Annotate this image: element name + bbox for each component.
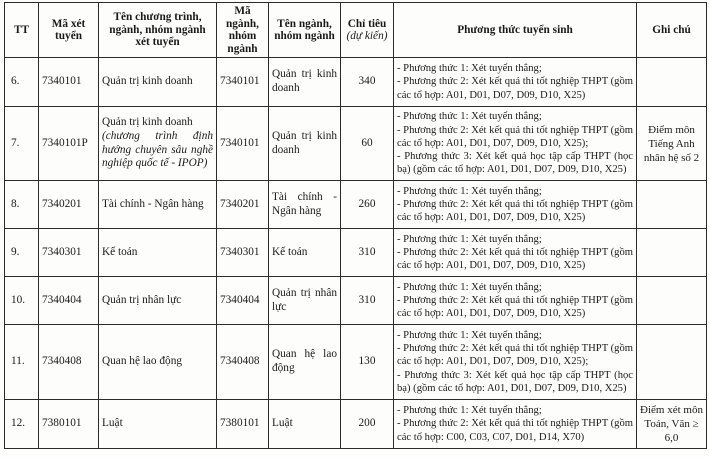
cell-ten-nganh: Tài chính - Ngân hàng [269, 181, 341, 229]
admission-method-line: - Phương thức 2: Xét kết quả thi tốt nghiệp THPT (gồm các tổ hợp: C00, C03, C07, D01, D14, X70) [397, 418, 633, 443]
admission-method-line: - Phương thức 2: Xét kết quả thi tốt nghiệp THPT (gồm các tổ hợp: A01, D01, D07, D09, D10, X25) [397, 294, 633, 320]
program-name: Tài chính - Ngân hàng [102, 197, 204, 210]
header-tt: TT [5, 3, 39, 58]
admission-method-line: - Phương thức 3: Xét kết quả học tập cấp THPT (học bạ) (gồm các tổ hợp: A01, D01, D07, D09, D10, X25) [397, 369, 633, 394]
table-row [5, 277, 707, 325]
header-phuong-thuc: Phương thức tuyển sinh [394, 3, 637, 58]
cell-ma-xet-tuyen: 7340101P [39, 107, 99, 181]
cell-phuong-thuc [394, 107, 637, 181]
cell-ghi-chu [637, 277, 707, 325]
admission-method-line: - Phương thức 1: Xét tuyển thẳng; [397, 405, 542, 417]
cell-ma-nganh: 7380101 [217, 400, 269, 449]
header-ghi-chu: Ghi chú [637, 3, 707, 58]
admission-method-line: - Phương thức 2: Xét kết quả thi tốt nghiệp THPT (gồm các tổ hợp: A01, D01, D07, D09, D10, X25); [397, 124, 633, 149]
program-name: Quan hệ lao động [102, 355, 182, 368]
cell-phuong-thuc [394, 400, 637, 449]
cell-ten-nganh: Quản trị kinh doanh [269, 58, 341, 107]
cell-ma-nganh: 7340301 [217, 229, 269, 277]
cell-ten-nganh: Kế toán [269, 229, 341, 277]
table-row [5, 229, 707, 277]
cell-ma-nganh: 7340101 [217, 58, 269, 107]
cell-chi-tieu: 260 [341, 181, 394, 229]
cell-ten-nganh: Quản trị nhân lực [269, 277, 341, 325]
cell-tt: 7. [5, 107, 39, 181]
header-chi-tieu-note: (dự kiến) [346, 30, 388, 42]
cell-ma-xet-tuyen: 7340201 [39, 181, 99, 229]
cell-ten-nganh: Luật [269, 400, 341, 449]
table-row [5, 58, 707, 107]
program-name: Quản trị kinh doanh [102, 75, 193, 88]
cell-chi-tieu: 130 [341, 325, 394, 400]
cell-ten-chuong-trinh [99, 58, 217, 107]
cell-chi-tieu: 340 [341, 58, 394, 107]
cell-ten-chuong-trinh [99, 229, 217, 277]
admission-method-line: - Phương thức 1: Xét tuyển thẳng; [397, 329, 542, 341]
cell-tt: 12. [5, 400, 39, 449]
table-row [5, 107, 707, 181]
cell-ma-nganh: 7340408 [217, 325, 269, 400]
cell-ten-nganh: Quản trị kinh doanh [269, 107, 341, 181]
cell-ma-xet-tuyen: 7340404 [39, 277, 99, 325]
cell-ten-nganh: Quan hệ lao động [269, 325, 341, 400]
header-chi-tieu-label: Chỉ tiêu [347, 17, 387, 30]
cell-phuong-thuc [394, 277, 637, 325]
admission-method-line: - Phương thức 1: Xét tuyển thẳng; [397, 233, 542, 245]
table-row [5, 400, 707, 449]
header-ma-nganh: Mã ngành, nhóm ngành [217, 3, 269, 58]
header-chi-tieu [341, 3, 394, 58]
table-row [5, 181, 707, 229]
program-subtitle: (chương trình định hướng chuyên sâu nghề nghiệp quốc tế - IPOP) [102, 129, 213, 170]
cell-chi-tieu: 310 [341, 229, 394, 277]
cell-ghi-chu [637, 181, 707, 229]
admission-method-line: - Phương thức 3: Xét kết quả học tập cấp THPT (học bạ) (gồm các tổ hợp: A01, D01, D07, D09, D10, X25) [397, 151, 633, 176]
admission-method-line: - Phương thức 1: Xét tuyển thẳng; [397, 281, 542, 293]
admission-method-line: - Phương thức 1: Xét tuyển thẳng; [397, 185, 542, 197]
cell-ghi-chu: Điểm môn Tiếng Anh nhân hệ số 2 [637, 107, 707, 181]
admission-table [4, 2, 707, 449]
cell-ghi-chu [637, 325, 707, 400]
cell-phuong-thuc [394, 58, 637, 107]
cell-tt: 10. [5, 277, 39, 325]
header-ma-xet-tuyen: Mã xét tuyển [39, 3, 99, 58]
admission-method-line: - Phương thức 2: Xét kết quả thi tốt nghiệp THPT (gồm các tổ hợp: A01, D01, D07, D09, D10, X25) [397, 246, 633, 272]
cell-phuong-thuc [394, 325, 637, 400]
cell-ma-nganh: 7340201 [217, 181, 269, 229]
cell-ma-xet-tuyen: 7380101 [39, 400, 99, 449]
program-name: Luật [102, 417, 123, 430]
cell-tt: 8. [5, 181, 39, 229]
cell-tt: 6. [5, 58, 39, 107]
cell-ten-chuong-trinh [99, 107, 217, 181]
cell-ten-chuong-trinh [99, 277, 217, 325]
cell-tt: 11. [5, 325, 39, 400]
header-ten-chuong-trinh: Tên chương trình, ngành, nhóm ngành xét tuyển [99, 3, 217, 58]
program-name: Quản trị nhân lực [102, 293, 182, 306]
cell-ten-chuong-trinh [99, 400, 217, 449]
table-header-row [5, 3, 707, 58]
admission-method-line: - Phương thức 2: Xét kết quả thi tốt nghiệp THPT (gồm các tổ hợp: A01, D01, D07, D09, D10, X25) [397, 198, 633, 224]
cell-chi-tieu: 310 [341, 277, 394, 325]
cell-chi-tieu: 60 [341, 107, 394, 181]
cell-ma-nganh: 7340101 [217, 107, 269, 181]
admission-method-line: - Phương thức 1: Xét tuyển thẳng; [397, 111, 542, 123]
header-ten-nganh: Tên ngành, nhóm ngành [269, 3, 341, 58]
cell-ghi-chu [637, 229, 707, 277]
cell-phuong-thuc [394, 181, 637, 229]
program-name: Quản trị kinh doanh [102, 116, 193, 129]
cell-ghi-chu [637, 58, 707, 107]
table-row [5, 325, 707, 400]
cell-chi-tieu: 200 [341, 400, 394, 449]
cell-ma-nganh: 7340404 [217, 277, 269, 325]
cell-phuong-thuc [394, 229, 637, 277]
cell-tt: 9. [5, 229, 39, 277]
admission-method-line: - Phương thức 2: Xét kết quả thi tốt nghiệp THPT (gồm các tổ hợp: A01, D01, D07, D09, D10, X25) [397, 76, 633, 101]
admission-method-line: - Phương thức 2: Xét kết quả thi tốt nghiệp THPT (gồm các tổ hợp: A01, D01, D07, D09, D10, X25); [397, 343, 633, 368]
cell-ma-xet-tuyen: 7340101 [39, 58, 99, 107]
cell-ten-chuong-trinh [99, 325, 217, 400]
cell-ma-xet-tuyen: 7340408 [39, 325, 99, 400]
cell-ghi-chu: Điểm xét môn Toán, Văn ≥ 6,0 [637, 400, 707, 449]
cell-ten-chuong-trinh [99, 181, 217, 229]
admission-method-line: - Phương thức 1: Xét tuyển thẳng; [397, 63, 542, 75]
cell-ma-xet-tuyen: 7340301 [39, 229, 99, 277]
program-name: Kế toán [102, 245, 138, 258]
